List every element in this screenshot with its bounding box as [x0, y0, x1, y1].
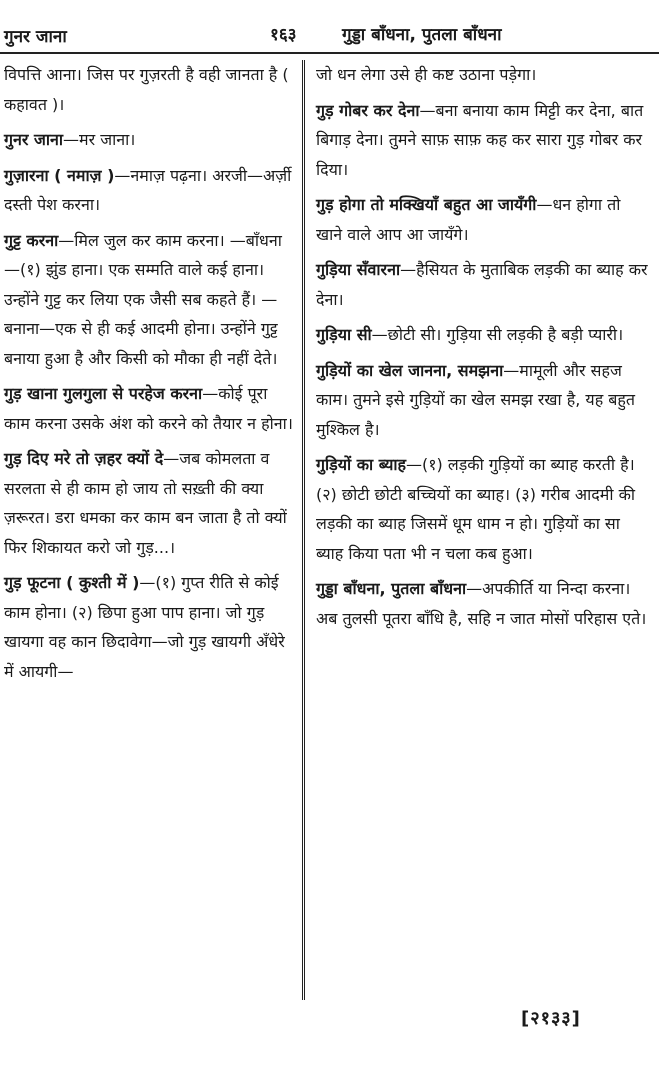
entry-definition: विपत्ति आना। जिस पर गुज़रती है वही जानता है ( कहावत )। [4, 65, 289, 114]
entry-definition: —नमाज़ पढ़ना। अरजी—अर्ज़ी दस्ती पेश करना। [4, 165, 292, 214]
entry-headword: गुड़ियों का ब्याह [316, 455, 406, 474]
entry-headword: गुड़ गोबर कर देना [316, 100, 420, 120]
left-column [4, 60, 296, 692]
dictionary-entry [4, 568, 296, 686]
header-left-entry: गुनर जाना [4, 27, 67, 47]
dictionary-entry [316, 96, 650, 185]
entry-headword: गुड़ खाना गुलगुला से परहेज करना [4, 384, 203, 403]
entry-definition: —बना बनाया काम मिट्टी कर देना, बात बिगाड़ देना। तुमने साफ़ साफ़ कह कर सारा गुड़ गोबर कर दिया। [316, 100, 644, 179]
dictionary-entry [316, 255, 650, 314]
right-column [316, 60, 650, 639]
entry-definition: —अपकीर्ति या निन्दा करना। अब तुलसी पूतरा बाँधि है, सहि न जात मोसों परिहास एते। [316, 579, 647, 628]
dictionary-entry [4, 379, 296, 438]
entry-headword: गुड्डा बाँधना, पुतला बाँधना [316, 579, 467, 598]
entry-definition: —(१) गुप्त रीति से कोई काम होना। (२) छिपा हुआ पाप हाना। जो गुड़ खायगा वह कान छिदावेगा—जो गुड़ खायगी अँधेरे में आयगी— [4, 573, 285, 681]
entry-headword: गुज़ारना ( नमाज़ ) [4, 165, 115, 185]
entry-headword: गुनर जाना [4, 130, 64, 149]
entry-definition: —छोटी सी। गुड़िया सी लड़की है बड़ी प्यारी। [371, 325, 624, 344]
entry-headword: गुड़ियों का खेल जानना, समझना [316, 360, 504, 380]
entry-headword: गुड़ दिए मरे तो ज़हर क्यों दे [4, 449, 164, 468]
entry-headword: गुट्ट करना [4, 230, 59, 250]
dictionary-entry [316, 574, 650, 633]
entry-headword: गुड़ होगा तो मक्खियाँ बहुत आ जायँगी [316, 195, 537, 214]
header-right-entry: गुड्डा बाँधना, पुतला बाँधना [342, 25, 502, 45]
dictionary-entry [4, 444, 296, 562]
header-rule [0, 52, 659, 54]
entry-definition: —कोई पूरा काम करना उसके अंश को करने को तैयार न होना। [4, 384, 293, 433]
entry-headword: गुड़ फूटना ( कुश्ती में ) [4, 573, 140, 592]
dictionary-entry [4, 161, 296, 220]
entry-definition: —(१) लड़की गुड़ियों का ब्याह करती है। (२) छोटी छोटी बच्चियों का ब्याह। (३) गरीब आदमी की लड़की का ब्याह जिसमें धूम धाम न हो। गुड़ियों का सा ब्याह किया पता भी न चला कब हुआ। [316, 455, 636, 563]
entry-definition: —जब कोमलता व सरलता से ही काम हो जाय तो सख़्ती की क्या ज़रूरत। डरा धमका कर काम बन जाता है तो क्यों फिर शिकायत करो जो गुड़...। [4, 449, 287, 557]
entry-definition: —मर जाना। [63, 130, 136, 149]
column-divider [302, 60, 305, 1000]
entry-definition: —धन होगा तो खाने वाले आप आ जायँगे। [316, 195, 621, 244]
reference-number: [२१३३] [521, 1008, 581, 1029]
dictionary-entry [316, 190, 650, 249]
running-header [0, 18, 659, 52]
entry-definition: —मामूली और सहज काम। तुमने इसे गुड़ियों का खेल समझ रखा है, यह बहुत मुश्किल है। [316, 360, 636, 439]
dictionary-entry [316, 60, 650, 90]
dictionary-entry [316, 450, 650, 568]
page-number: १६३ [270, 25, 297, 45]
entry-definition: —मिल जुल कर काम करना। —बाँधना—(१) झुंड हाना। एक सम्मति वाले कई हाना। उन्होंने गुट्ट कर लिया एक जैसी सब कहते हैं। —बनाना—एक से ही कई आदमी होना। उन्होंने गुट्ट बनाया हुआ है और किसी को मौका ही नहीं देते। [4, 230, 282, 368]
entry-headword: गुड़िया सी [316, 325, 372, 344]
dictionary-entry [4, 226, 296, 374]
dictionary-entry [4, 125, 296, 155]
entry-definition: —हैसियत के मुताबिक लड़की का ब्याह कर देना। [316, 260, 648, 309]
entry-headword: गुड़िया सँवारना [316, 260, 401, 279]
entry-definition: जो धन लेगा उसे ही कष्ट उठाना पड़ेगा। [316, 65, 537, 84]
dictionary-entry [316, 356, 650, 445]
dictionary-entry [316, 320, 650, 350]
dictionary-entry [4, 60, 296, 119]
